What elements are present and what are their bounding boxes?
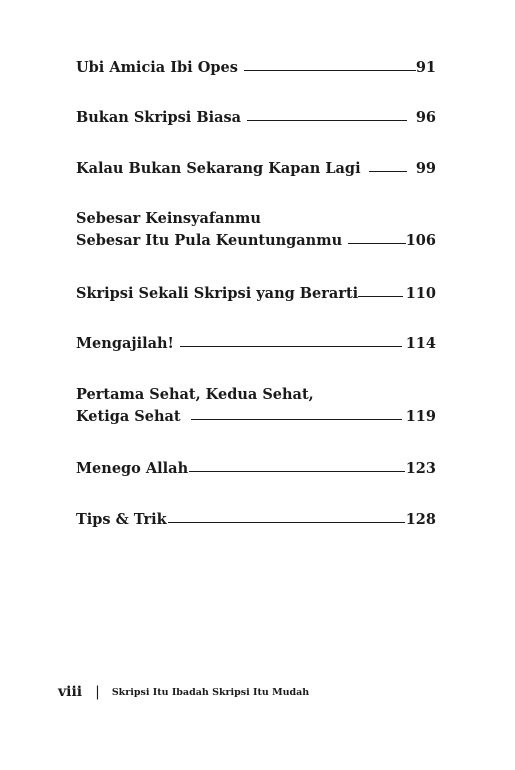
toc-entry-title: Sebesar Keinsyafanmu	[76, 210, 261, 227]
toc-page-number: 128	[405, 511, 436, 528]
toc-leader	[348, 243, 406, 244]
footer-separator: |	[95, 684, 100, 700]
toc-entry-title: Skripsi Sekali Skripsi yang Berarti	[76, 285, 359, 302]
toc-entry[interactable]	[76, 506, 436, 528]
toc-leader	[369, 171, 407, 172]
toc-leader	[189, 471, 405, 472]
page-footer	[58, 684, 309, 700]
footer-page-number: viii	[58, 684, 83, 700]
toc-leader	[247, 120, 407, 121]
toc-page-number: 99	[415, 160, 436, 177]
toc-entry-title: Tips & Trik	[76, 511, 167, 528]
toc-leader	[244, 70, 416, 71]
toc-entry-title: Ketiga Sehat	[76, 408, 181, 425]
toc-page-number: 119	[405, 408, 436, 425]
toc-leader	[191, 419, 402, 420]
toc-entry[interactable]	[76, 155, 436, 177]
toc-entry-title: Mengajilah!	[76, 335, 174, 352]
toc-page-number: 110	[405, 285, 436, 302]
toc-entry[interactable]	[76, 381, 436, 425]
toc-leader	[358, 296, 403, 297]
toc-entry[interactable]	[76, 455, 436, 477]
toc-leader	[168, 522, 405, 523]
toc-entry-title: Kalau Bukan Sekarang Kapan Lagi	[76, 160, 361, 177]
toc-entry[interactable]	[76, 280, 436, 302]
toc-entry[interactable]	[76, 104, 436, 126]
footer-book-title: Skripsi Itu Ibadah Skripsi Itu Mudah	[111, 687, 310, 698]
toc-entry-title: Sebesar Itu Pula Keuntunganmu	[76, 232, 343, 249]
toc-entry-title: Menego Allah	[76, 460, 189, 477]
toc-leader	[180, 346, 402, 347]
toc-entry[interactable]	[76, 54, 436, 76]
toc-entry-title: Pertama Sehat, Kedua Sehat,	[76, 386, 314, 403]
toc-page-number: 123	[405, 460, 436, 477]
toc-entry[interactable]	[76, 330, 436, 352]
toc-entry-title: Ubi Amicia Ibi Opes	[76, 59, 238, 76]
toc-page-number: 106	[405, 232, 436, 249]
toc-entry[interactable]	[76, 205, 436, 249]
toc-page-number: 96	[415, 109, 436, 126]
toc-page-number: 114	[405, 335, 436, 352]
toc-entry-title: Bukan Skripsi Biasa	[76, 109, 242, 126]
toc-page-number: 91	[415, 59, 436, 76]
